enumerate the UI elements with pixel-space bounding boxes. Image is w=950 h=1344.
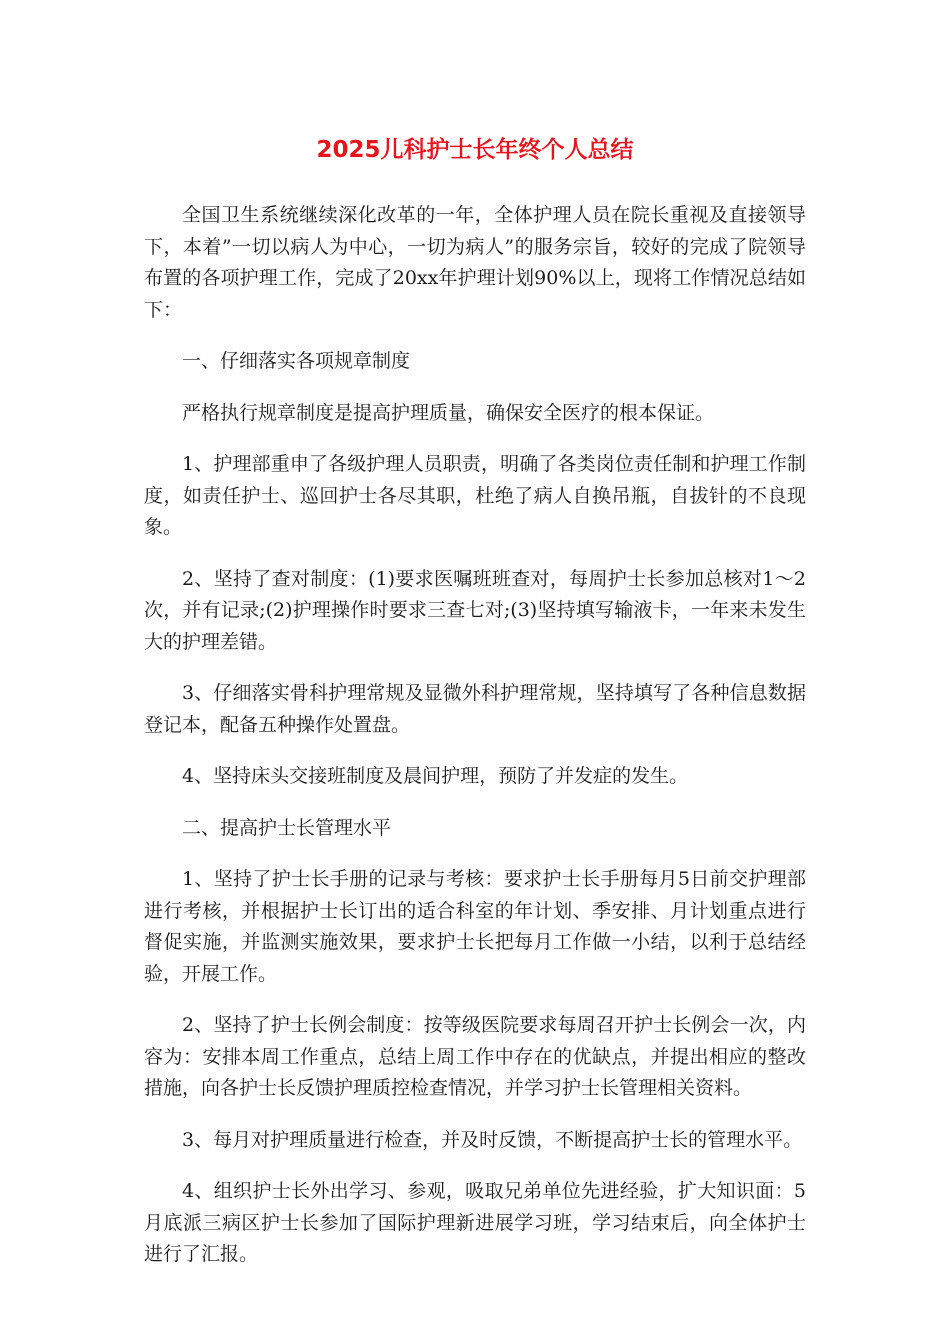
paragraph: 严格执行规章制度是提高护理质量，确保安全医疗的根本保证。 — [182, 401, 715, 424]
paragraph: 3、每月对护理质量进行检查，并及时反馈，不断提高护士长的管理水平。 — [182, 1128, 803, 1151]
paragraph: 3、仔细落实骨科护理常规及显微外科护理常规，坚持填写了各种信息数据登记本，配备五种操作处置盘。 — [144, 682, 806, 736]
section-heading-1: 一、仔细落实各项规章制度 — [182, 350, 411, 372]
paragraph: 2、坚持了护士长例会制度：按等级医院要求每周召开护士长例会一次，内容为：安排本周工作重点，总结上周工作中存在的优缺点，并提出相应的整改措施，向各护士长反馈护理质控检查情况，并学习护士长管理相关资料。 — [144, 1014, 806, 1099]
section-heading-2: 二、提高护士长管理水平 — [182, 816, 392, 839]
paragraph: 4、组织护士长外出学习、参观，吸取兄弟单位先进经验，扩大知识面：5月底派三病区护士长参加了国际护理新进展学习班，学习结束后，向全体护士进行了汇报。 — [144, 1180, 806, 1265]
paragraph: 1、护理部重申了各级护理人员职责，明确了各类岗位责任制和护理工作制度，如责任护士、巡回护士各尽其职，杜绝了病人自换吊瓶，自拔针的不良现象。 — [144, 453, 806, 538]
paragraph: 4、坚持床头交接班制度及晨间护理，预防了并发症的发生。 — [182, 765, 689, 787]
document-title: 2025儿科护士长年终个人总结 — [316, 137, 634, 163]
document-body — [144, 200, 806, 1291]
paragraph: 1、坚持了护士长手册的记录与考核：要求护士长手册每月5日前交护理部进行考核，并根据护士长订出的适合科室的年计划、季安排、月计划重点进行督促实施，并监测实施效果，要求护士长把每月工作做一小结，以利于总结经验，开展工作。 — [144, 868, 806, 985]
paragraph-intro: 全国卫生系统继续深化改革的一年，全体护理人员在院长重视及直接领导下，本着”一切以病人为中心，一切为病人”的服务宗旨，较好的完成了院领导布置的各项护理工作，完成了20xx年护理计划90%以上，现将工作情况总结如下： — [144, 204, 806, 321]
paragraph: 2、坚持了查对制度：(1)要求医嘱班班查对，每周护士长参加总核对1～2次，并有记录;(2)护理操作时要求三查七对;(3)坚持填写输液卡，一年来未发生大的护理差错。 — [144, 567, 806, 653]
